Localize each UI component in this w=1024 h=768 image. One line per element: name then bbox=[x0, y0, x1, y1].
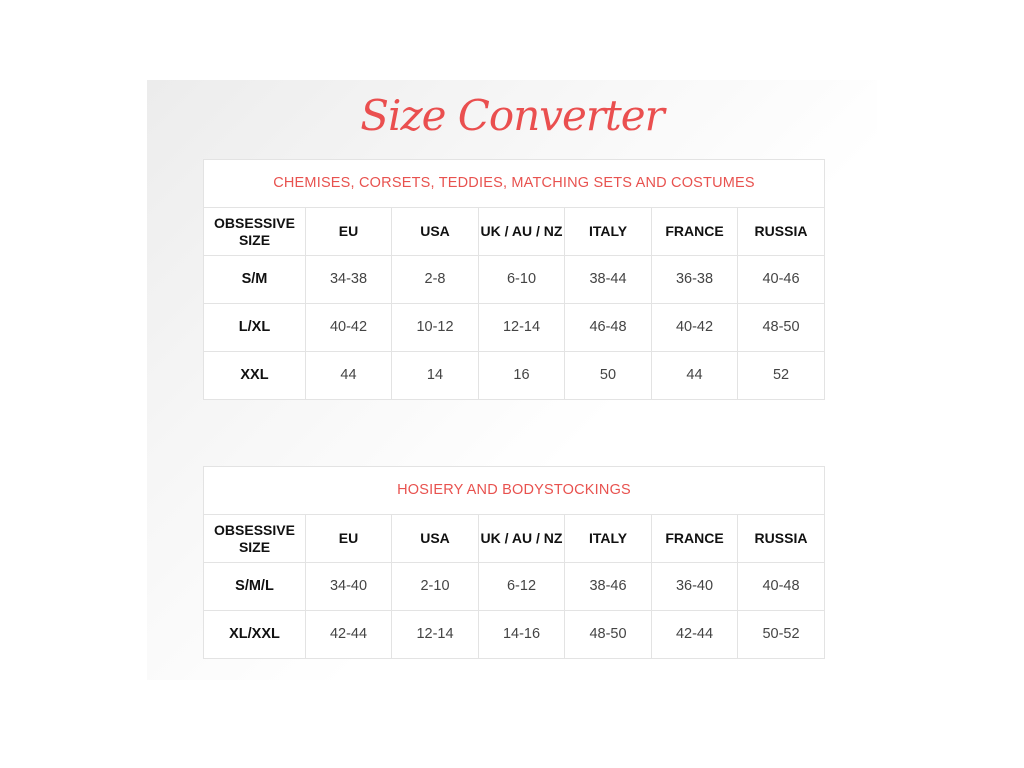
size-table-hosiery bbox=[203, 466, 825, 659]
table-cell: 42-44 bbox=[306, 611, 392, 659]
table-cell: 40-48 bbox=[738, 563, 825, 611]
table-caption: HOSIERY AND BODYSTOCKINGS bbox=[204, 467, 825, 515]
row-size-label: S/M/L bbox=[204, 563, 306, 611]
table-cell: 14 bbox=[392, 352, 479, 400]
table-cell: 34-40 bbox=[306, 563, 392, 611]
table-cell: 40-46 bbox=[738, 256, 825, 304]
table-cell: 2-8 bbox=[392, 256, 479, 304]
column-header-italy: ITALY bbox=[565, 515, 652, 563]
column-header-obsessive-size: OBSESSIVE SIZE bbox=[204, 515, 306, 563]
table-cell: 14-16 bbox=[479, 611, 565, 659]
table-cell: 40-42 bbox=[652, 304, 738, 352]
column-header-eu: EU bbox=[306, 515, 392, 563]
row-size-label: XXL bbox=[204, 352, 306, 400]
column-header-uk-au-nz: UK / AU / NZ bbox=[479, 515, 565, 563]
table-cell: 6-12 bbox=[479, 563, 565, 611]
table-cell: 36-38 bbox=[652, 256, 738, 304]
column-header-usa: USA bbox=[392, 515, 479, 563]
table-cell: 36-40 bbox=[652, 563, 738, 611]
table-cell: 48-50 bbox=[738, 304, 825, 352]
column-header-uk-au-nz: UK / AU / NZ bbox=[479, 208, 565, 256]
table-cell: 16 bbox=[479, 352, 565, 400]
table-row bbox=[204, 611, 825, 659]
table-cell: 50-52 bbox=[738, 611, 825, 659]
column-header-russia: RUSSIA bbox=[738, 208, 825, 256]
table-caption: CHEMISES, CORSETS, TEDDIES, MATCHING SETS AND COSTUMES bbox=[204, 160, 825, 208]
row-size-label: XL/XXL bbox=[204, 611, 306, 659]
table-cell: 40-42 bbox=[306, 304, 392, 352]
table-cell: 44 bbox=[652, 352, 738, 400]
column-header-france: FRANCE bbox=[652, 515, 738, 563]
table-cell: 44 bbox=[306, 352, 392, 400]
table-cell: 38-46 bbox=[565, 563, 652, 611]
table-header-row bbox=[204, 208, 825, 256]
column-header-russia: RUSSIA bbox=[738, 515, 825, 563]
table-cell: 38-44 bbox=[565, 256, 652, 304]
column-header-france: FRANCE bbox=[652, 208, 738, 256]
table-cell: 34-38 bbox=[306, 256, 392, 304]
page-title: Size Converter bbox=[360, 91, 664, 140]
table-cell: 6-10 bbox=[479, 256, 565, 304]
row-size-label: L/XL bbox=[204, 304, 306, 352]
table-header-row bbox=[204, 515, 825, 563]
table-row bbox=[204, 256, 825, 304]
table-cell: 46-48 bbox=[565, 304, 652, 352]
table-cell: 50 bbox=[565, 352, 652, 400]
size-table-chemises bbox=[203, 159, 825, 400]
column-header-obsessive-size: OBSESSIVE SIZE bbox=[204, 208, 306, 256]
column-header-eu: EU bbox=[306, 208, 392, 256]
table-cell: 48-50 bbox=[565, 611, 652, 659]
table-cell: 10-12 bbox=[392, 304, 479, 352]
table-cell: 12-14 bbox=[479, 304, 565, 352]
table-row bbox=[204, 563, 825, 611]
table-cell: 42-44 bbox=[652, 611, 738, 659]
table-cell: 2-10 bbox=[392, 563, 479, 611]
column-header-italy: ITALY bbox=[565, 208, 652, 256]
row-size-label: S/M bbox=[204, 256, 306, 304]
column-header-usa: USA bbox=[392, 208, 479, 256]
table-cell: 12-14 bbox=[392, 611, 479, 659]
table-row bbox=[204, 304, 825, 352]
table-cell: 52 bbox=[738, 352, 825, 400]
table-row bbox=[204, 352, 825, 400]
